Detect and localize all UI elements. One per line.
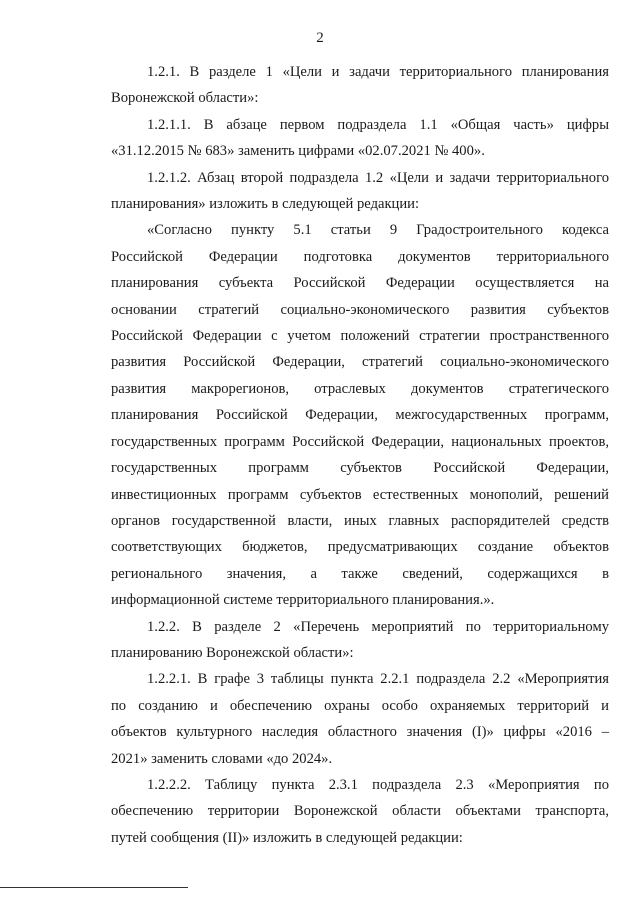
text-line: инвестиционных программ субъектов естественных монополий, решений bbox=[111, 486, 609, 503]
text-line: Воронежской области»: bbox=[111, 90, 259, 107]
paragraph-1-2-2-2 bbox=[111, 772, 609, 851]
text-line: «31.12.2015 № 683» заменить цифрами «02.07.2021 № 400». bbox=[111, 143, 485, 160]
paragraph-1-2-1 bbox=[111, 59, 609, 112]
text-line: 1.2.1.1. В абзаце первом подраздела 1.1 «Общая часть» цифры bbox=[147, 116, 609, 133]
text-line: 1.2.1.2. Абзац второй подраздела 1.2 «Цели и задачи территориального bbox=[147, 169, 609, 186]
text-line: основании стратегий социально-экономического развития субъектов bbox=[111, 301, 609, 318]
paragraph-1-2-2-1 bbox=[111, 666, 609, 772]
text-line: путей сообщения (II)» изложить в следующей редакции: bbox=[111, 829, 463, 846]
page-number: 2 bbox=[316, 30, 324, 46]
text-line: развития Российской Федерации, стратегий социально-экономического bbox=[111, 354, 609, 371]
text-line: развития макрорегионов, отраслевых документов стратегического bbox=[111, 380, 609, 397]
text-line: 1.2.1. В разделе 1 «Цели и задачи территориального планирования bbox=[147, 64, 609, 80]
text-line: органов государственной власти, иных главных распорядителей средств bbox=[111, 512, 609, 529]
text-line: 2021» заменить словами «до 2024». bbox=[111, 750, 333, 767]
paragraph-1-2-1-1 bbox=[111, 112, 609, 165]
text-line: объектов культурного наследия областного значения (I)» цифры «2016 – bbox=[111, 724, 609, 741]
text-line: регионального значения, а также сведений, содержащихся в bbox=[111, 565, 609, 582]
paragraph-1-2-1-2 bbox=[111, 165, 609, 218]
text-line: 1.2.2.2. Таблицу пункта 2.3.1 подраздела 2.3 «Мероприятия по bbox=[147, 776, 609, 793]
text-line: Российской Федерации подготовка документов территориального bbox=[111, 248, 609, 265]
text-line: планированию Воронежской области»: bbox=[111, 644, 354, 661]
footer-divider bbox=[0, 887, 188, 888]
quoted-paragraph bbox=[111, 217, 609, 613]
text-line: по созданию и обеспечению охраны особо охраняемых территорий и bbox=[111, 697, 609, 714]
text-line: соответствующих бюджетов, предусматривающих создание объектов bbox=[111, 539, 609, 556]
text-line: планирования субъекта Российской Федерации осуществляется на bbox=[111, 275, 609, 292]
document-body bbox=[111, 59, 609, 851]
text-line: государственных программ Российской Федерации, национальных проектов, bbox=[111, 433, 609, 450]
text-line: государственных программ субъектов Российской Федерации, bbox=[111, 460, 609, 477]
text-line: 1.2.2.1. В графе 3 таблицы пункта 2.2.1 подраздела 2.2 «Мероприятия bbox=[147, 671, 609, 688]
text-line: информационной системе территориального планирования.». bbox=[111, 592, 495, 609]
text-line: обеспечению территории Воронежской области объектами транспорта, bbox=[111, 803, 609, 820]
text-line: Российской Федерации с учетом положений стратегии пространственного bbox=[111, 328, 609, 345]
text-line: планирования Российской Федерации, межгосударственных программ, bbox=[111, 407, 609, 424]
paragraph-1-2-2 bbox=[111, 614, 609, 667]
text-line: планирования» изложить в следующей редакции: bbox=[111, 196, 420, 213]
text-line: 1.2.2. В разделе 2 «Перечень мероприятий по территориальному bbox=[147, 618, 609, 635]
text-line: «Согласно пункту 5.1 статьи 9 Градостроительного кодекса bbox=[147, 222, 609, 239]
